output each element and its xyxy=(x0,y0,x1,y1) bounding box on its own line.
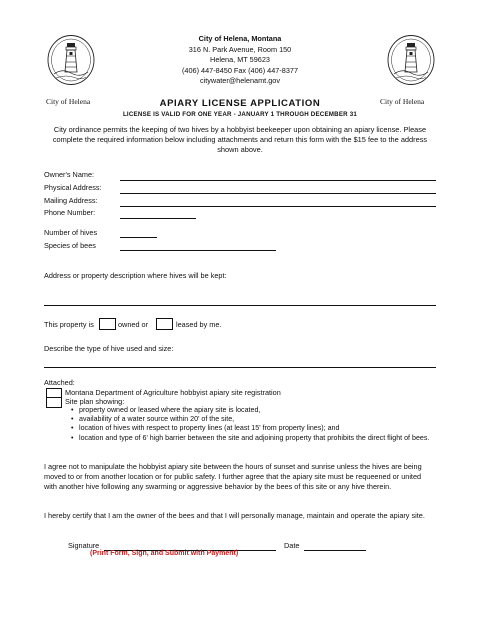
attached-heading: Attached: xyxy=(44,378,75,387)
agreement-paragraph: I agree not to manipulate the hobbyist apiary site between the hours of sunset and sunrise unless the hives are being moved to or from another location or for public safety. I further agree that the apiary site must be requeened or united with another hive following any swarming or aggressive behavior by the bees of this site or any hive therein. xyxy=(44,462,422,492)
attachment-item-site-plan: Site plan showing: xyxy=(65,397,125,406)
owned-checkbox[interactable] xyxy=(99,318,116,330)
address-line: 316 N. Park Avenue, Room 150 xyxy=(188,44,292,54)
species-of-bees-field[interactable] xyxy=(120,250,276,251)
signature-label: Signature xyxy=(68,541,100,550)
physical-address-label: Physical Address: xyxy=(44,183,102,192)
lighthouse-seal-icon xyxy=(46,34,96,86)
phone-line: (406) 447-8450 Fax (406) 447-8377 xyxy=(181,65,299,75)
city-seal-left xyxy=(46,34,96,91)
owned-or-text: owned or xyxy=(118,320,149,329)
list-item: • location and type of 6' high barrier between the site and adjoining property that prohibits the direct flight of bees. xyxy=(70,434,430,443)
number-of-hives-field[interactable] xyxy=(120,237,157,238)
owners-name-field[interactable] xyxy=(120,180,436,181)
email-line: citywater@helenamt.gov xyxy=(199,76,280,85)
number-of-hives-label: Number of hives xyxy=(44,228,98,237)
contact-block xyxy=(150,34,330,87)
physical-address-field[interactable] xyxy=(120,193,436,194)
attachment-item-registration: Montana Department of Agriculture hobbyist apiary site registration xyxy=(65,388,281,397)
owners-name-label: Owner's Name: xyxy=(44,170,95,179)
leased-checkbox[interactable] xyxy=(156,318,173,330)
hive-type-field[interactable] xyxy=(44,367,436,368)
species-of-bees-label: Species of bees xyxy=(44,241,96,250)
site-plan-checkbox[interactable] xyxy=(46,397,62,408)
seal-right-caption: City of Helena xyxy=(380,97,425,106)
date-label: Date xyxy=(284,541,300,550)
phone-number-field[interactable] xyxy=(120,218,196,219)
lighthouse-seal-icon xyxy=(386,34,436,86)
mailing-address-field[interactable] xyxy=(120,206,436,207)
list-item: • location of hives with respect to property lines (at least 15' from property lines); and xyxy=(70,424,430,433)
org-name: City of Helena, Montana xyxy=(198,34,282,43)
form-subtitle: LICENSE IS VALID FOR ONE YEAR - JANUARY 1 THROUGH DECEMBER 31 xyxy=(122,111,358,118)
site-plan-requirements xyxy=(70,406,430,443)
phone-number-label: Phone Number: xyxy=(44,208,96,217)
leased-by-me-text: leased by me. xyxy=(176,320,222,329)
intro-paragraph: City ordinance permits the keeping of two hives by a hobbyist beekeeper upon obtaining an apiary license. Please complete the required information below including attachments and return this form with the $15 fee to the address shown above. xyxy=(52,125,428,155)
property-prefix-text: This property is xyxy=(44,320,94,329)
city-seal-right xyxy=(386,34,436,91)
print-instruction: (Print Form, Sign, and Submit with Payment) xyxy=(90,550,239,557)
city-line: Helena, MT 59623 xyxy=(210,55,270,64)
hive-location-label: Address or property description where hives will be kept: xyxy=(44,271,227,280)
date-field[interactable] xyxy=(304,550,366,551)
hive-location-field[interactable] xyxy=(44,305,436,306)
form-title: APIARY LICENSE APPLICATION xyxy=(159,98,321,109)
mailing-address-label: Mailing Address: xyxy=(44,196,98,205)
list-item: • property owned or leased where the apiary site is located, xyxy=(70,406,430,415)
list-item: • availability of a water source within 20' of the site, xyxy=(70,415,430,424)
hive-type-label: Describe the type of hive used and size: xyxy=(44,344,174,353)
certification-paragraph: I hereby certify that I am the owner of the bees and that I will personally manage, maintain and operate the apiary site. xyxy=(44,511,425,520)
seal-left-caption: City of Helena xyxy=(46,97,91,106)
